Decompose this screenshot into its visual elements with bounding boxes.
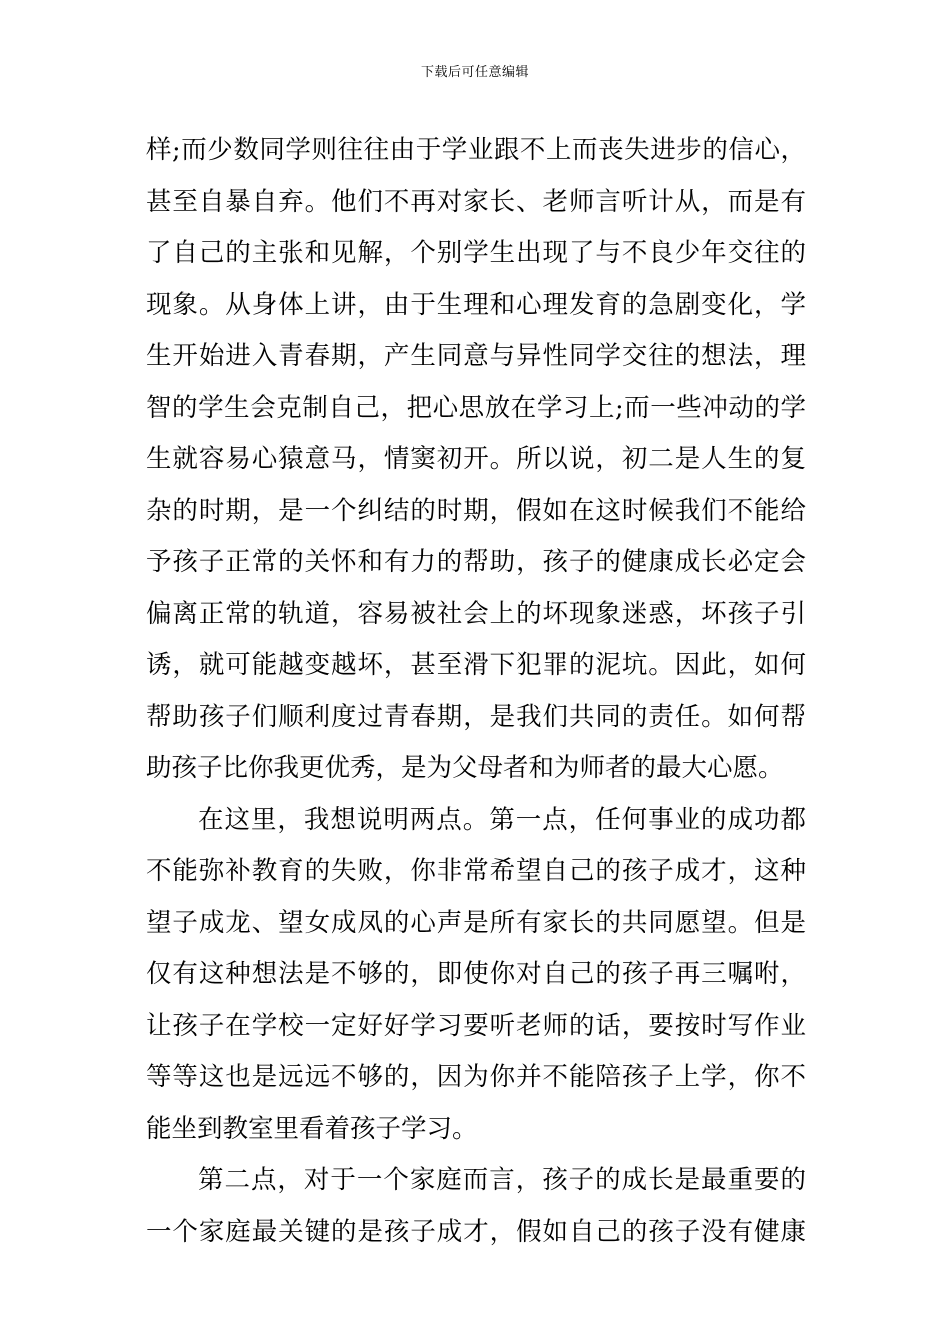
text-line: 偏离正常的轨道，容易被社会上的坏现象迷惑，坏孩子引 — [146, 598, 806, 629]
text-line: 诱，就可能越变越坏，甚至滑下犯罪的泥坑。因此，如何 — [146, 650, 806, 680]
text-line: 生开始进入青春期，产生同意与异性同学交往的想法，理 — [146, 341, 806, 371]
text-line: 智的学生会克制自己，把心思放在学习上;而一些冲动的学 — [146, 392, 806, 423]
text-line: 等等这也是远远不够的，因为你并不能陪孩子上学，你不 — [146, 1062, 806, 1092]
text-line: 一个家庭最关键的是孩子成才，假如自己的孩子没有健康 — [146, 1216, 806, 1247]
text-line: 现象。从身体上讲，由于生理和心理发育的急剧变化，学 — [146, 289, 806, 320]
text-line: 让孩子在学校一定好好学习要听老师的话，要按时写作业 — [146, 1010, 806, 1041]
text-line: 样;而少数同学则往往由于学业跟不上而丧失进步的信心， — [146, 135, 806, 165]
text-line: 不能弥补教育的失败，你非常希望自己的孩子成才，这种 — [146, 856, 806, 886]
paragraph-first-line: 在这里，我想说明两点。第一点，任何事业的成功都 — [198, 804, 806, 835]
text-line: 生就容易心猿意马，情窦初开。所以说，初二是人生的复 — [146, 444, 806, 474]
text-line: 仅有这种想法是不够的，即使你对自己的孩子再三嘱咐， — [146, 959, 806, 989]
text-line: 杂的时期，是一个纠结的时期，假如在这时候我们不能给 — [146, 495, 806, 526]
text-line: 予孩子正常的关怀和有力的帮助，孩子的健康成长必定会 — [146, 547, 806, 577]
text-line: 望子成龙、望女成凤的心声是所有家长的共同愿望。但是 — [146, 907, 806, 938]
page-header: 下载后可任意编辑 — [420, 65, 529, 80]
text-line: 助孩子比你我更优秀，是为父母者和为师者的最大心愿。 — [146, 753, 784, 783]
text-line: 了自己的主张和见解，个别学生出现了与不良少年交往的 — [146, 238, 806, 268]
text-line: 帮助孩子们顺利度过青春期，是我们共同的责任。如何帮 — [146, 701, 806, 732]
text-line: 能坐到教室里看着孩子学习。 — [146, 1113, 478, 1144]
text-line: 甚至自暴自弃。他们不再对家长、老师言听计从，而是有 — [146, 186, 806, 217]
paragraph-first-line: 第二点，对于一个家庭而言，孩子的成长是最重要的 — [198, 1165, 806, 1195]
body-text — [146, 125, 806, 1258]
